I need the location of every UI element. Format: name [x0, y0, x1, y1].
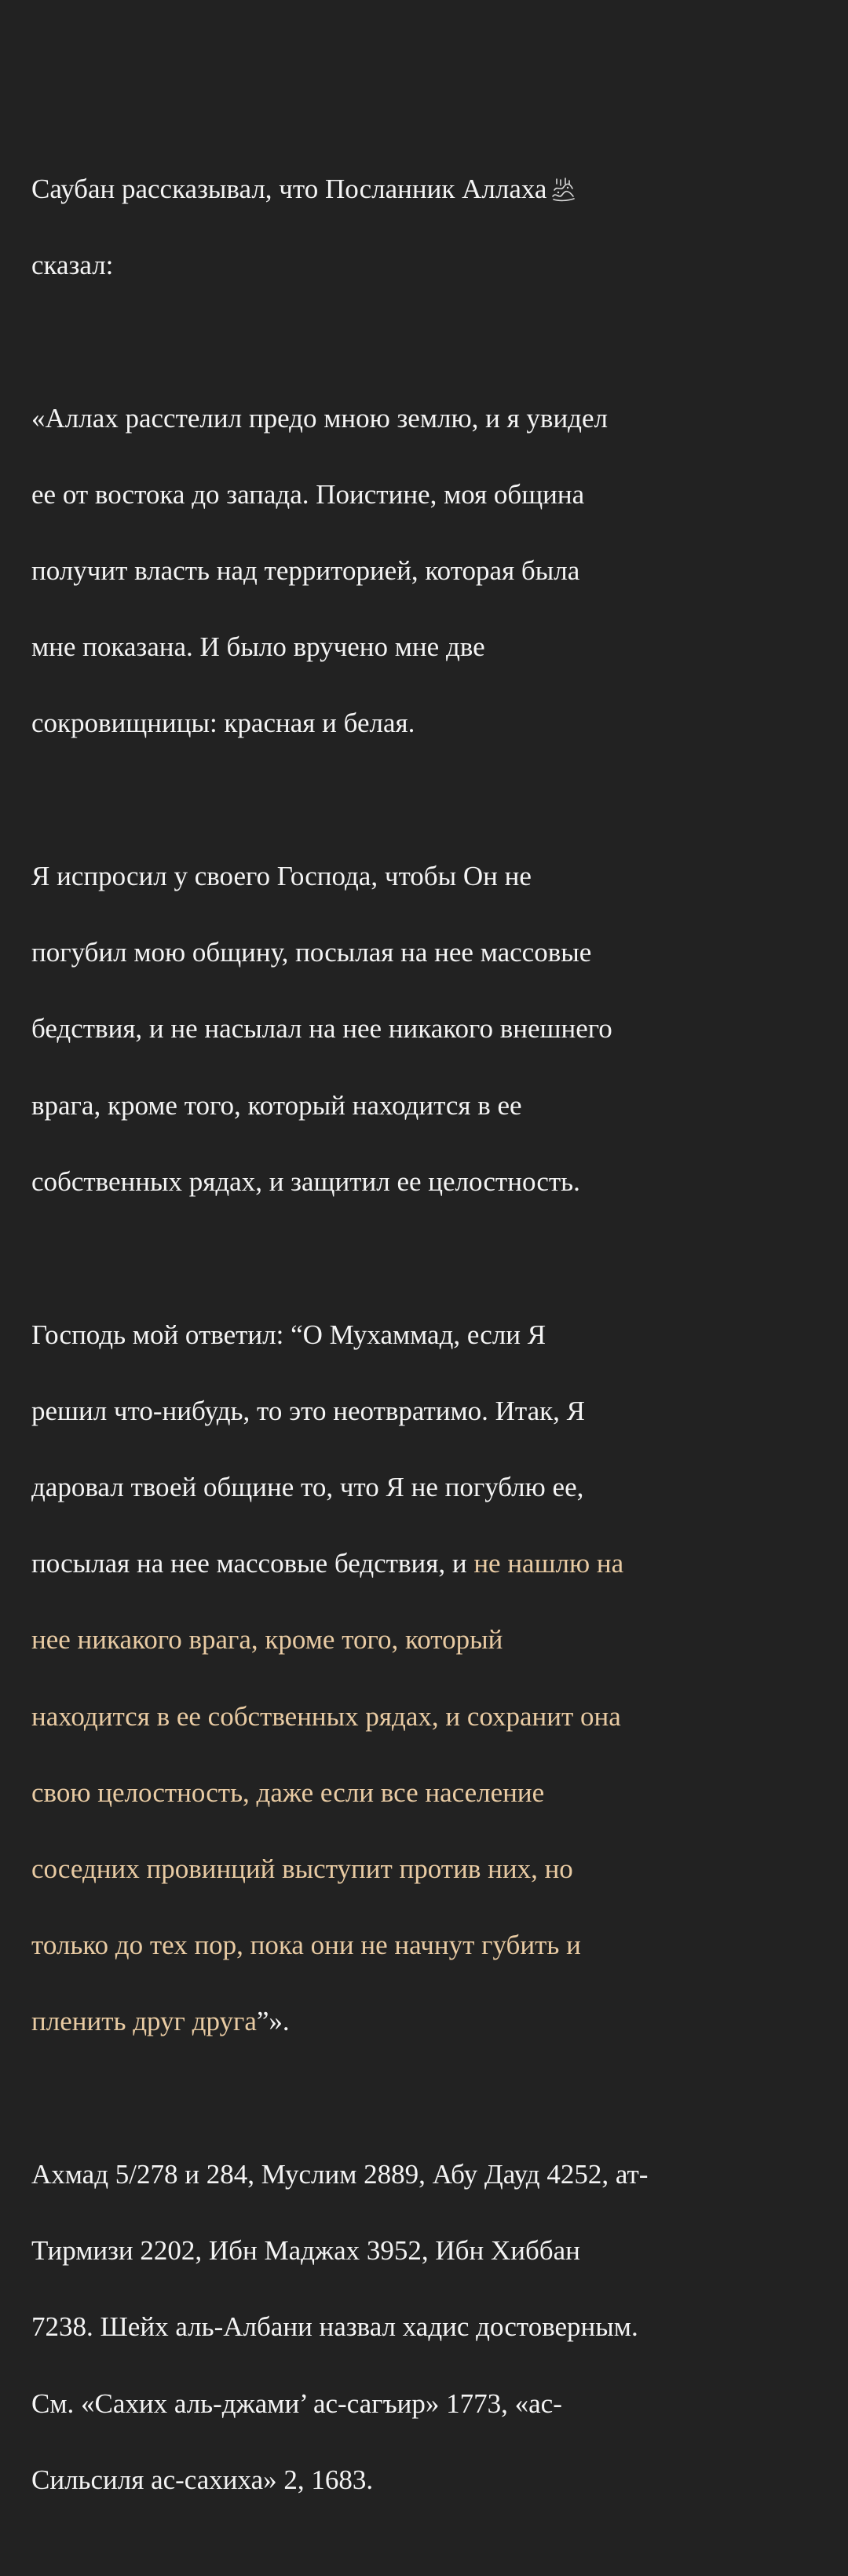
highlighted-line: только до тех пор, пока они не начнут губить и: [31, 1930, 581, 1961]
text-line: врага, кроме того, который находится в ее: [31, 1089, 522, 1121]
highlighted-line: нее никакого врага, кроме того, который: [31, 1624, 503, 1656]
hadith-paragraph-1: [31, 361, 824, 781]
source-line: См. «Сахих аль-джами’ ас-сагъир» 1773, «ас-: [31, 2388, 562, 2419]
plain-text: посылая на нее массовые бедствия, и: [31, 1548, 474, 1579]
intro-text: Саубан рассказывал, что Посланник Аллаха: [31, 173, 547, 204]
highlighted-line: соседних провинций выступит против них, но: [31, 1853, 573, 1884]
source-line: Тирмизи 2202, Ибн Маджах 3952, Ибн Хиббан: [31, 2235, 580, 2267]
source-line: Сильсиля ас-сахиха» 2, 1683.: [31, 2464, 374, 2495]
highlighted-text: не нашлю на: [473, 1548, 624, 1579]
plain-text: ”».: [256, 2006, 290, 2037]
intro-paragraph: [31, 132, 824, 323]
text-line: погубил мою общину, посылая на нее массовые: [31, 937, 592, 968]
text-line: бедствия, и не насылал на нее никакого внешнего: [31, 1013, 612, 1045]
text-line: Я испросил у своего Господа, чтобы Он не: [31, 861, 532, 892]
text-line: «Аллах расстелил предо мною землю, и я увидел: [31, 402, 608, 434]
intro-line: сказал:: [31, 249, 114, 280]
source-line: Ахмад 5/278 и 284, Муслим 2889, Абу Дауд 4252, ат-: [31, 2159, 649, 2190]
text-line: ее от востока до запада. Поистине, моя община: [31, 478, 585, 510]
salawat-calligraphy-icon: [550, 176, 576, 203]
text-line: решил что-нибудь, то это неотвратимо. Итак, Я: [31, 1395, 586, 1426]
highlighted-text: пленить друг друга: [31, 2006, 257, 2037]
highlighted-line: свою целостность, даже если все население: [31, 1776, 545, 1808]
highlighted-line: находится в ее собственных рядах, и сохранит она: [31, 1700, 621, 1732]
source-reference: [31, 2118, 824, 2538]
text-line: [31, 2003, 824, 2041]
hadith-paragraph-2: [31, 820, 824, 1240]
text-line: [31, 1545, 824, 1583]
text-line: Господь мой ответил: “О Мухаммад, если Я: [31, 1319, 546, 1350]
text-line: получит власть над территорией, которая была: [31, 554, 580, 586]
text-line: мне показана. И было вручено мне две: [31, 631, 485, 663]
intro-line: [31, 170, 824, 209]
hadith-paragraph-3: [31, 1278, 824, 2079]
text-line: даровал твоей общине то, что Я не погублю ее,: [31, 1472, 584, 1502]
source-line: 7238. Шейх аль-Албани назвал хадис достоверным.: [31, 2311, 638, 2343]
text-line: сокровищницы: красная и белая.: [31, 708, 415, 739]
story-text: [31, 132, 824, 2576]
text-line: собственных рядах, и защитил ее целостность.: [31, 1165, 580, 1197]
